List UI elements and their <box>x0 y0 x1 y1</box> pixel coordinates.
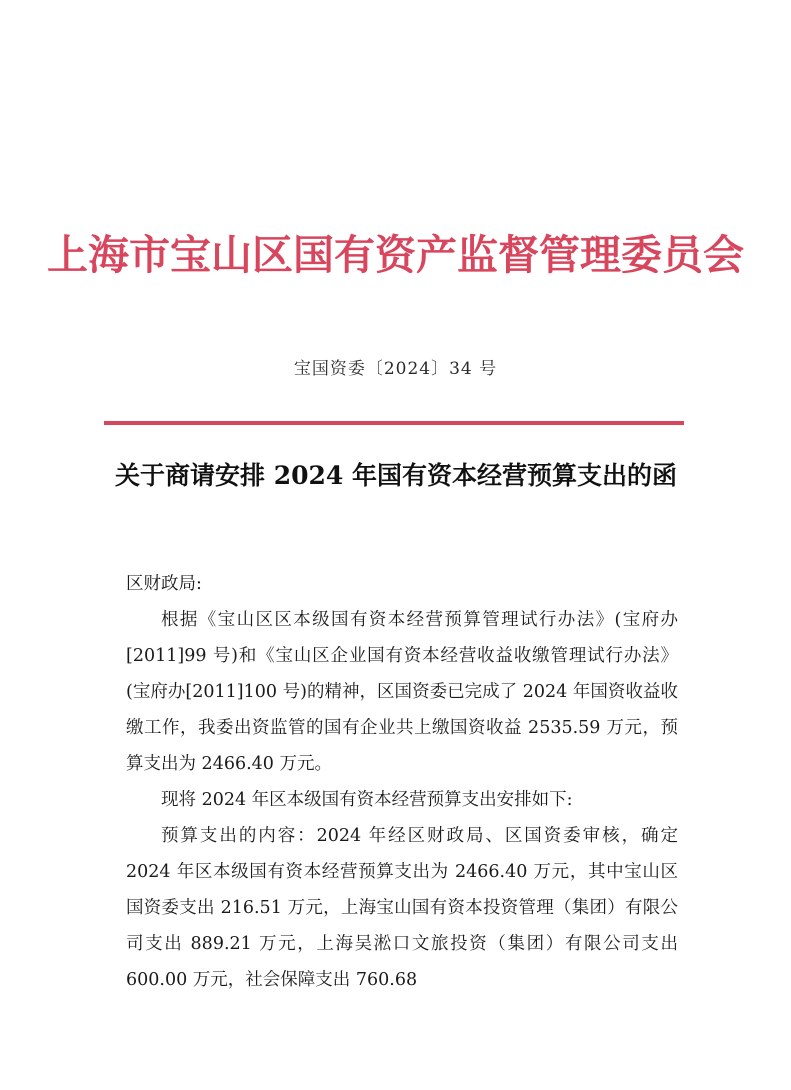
addressee: 区财政局: <box>126 574 202 594</box>
body-paragraph-2: 现将 2024 年区本级国有资本经营预算支出安排如下: <box>161 790 573 810</box>
document-title: 关于商请安排 2024 年国有资本经营预算支出的函 <box>115 461 677 490</box>
document-body <box>126 566 678 998</box>
body-paragraph-3: 预算支出的内容：2024 年经区财政局、区国资委审核，确定 2024 年区本级国有资本经营预算支出为 2466.40 万元，其中宝山区国资委支出 216.51 万元，上海宝山国有资本投资管理（集团）有限公司支出 889.21 万元，上海吴淞口文旅投资（集团）有限公司支出 600.00 万元，社会保障支出 760.68 <box>126 826 678 990</box>
red-divider-line <box>104 421 684 425</box>
letterhead-org-name: 上海市宝山区国有资产监督管理委员会 <box>47 231 744 279</box>
document-number: 宝国资委〔2024〕34 号 <box>293 359 498 379</box>
body-paragraph-1: 根据《宝山区区本级国有资本经营预算管理试行办法》(宝府办[2011]99 号)和《宝山区企业国有资本经营收益收缴管理试行办法》(宝府办[2011]100 号)的精神，区国资委已完成了 2024 年国资收益收缴工作，我委出资监管的国有企业共上缴国资收益 2535.59 万元，预算支出为 2466.40 万元。 <box>126 610 678 774</box>
